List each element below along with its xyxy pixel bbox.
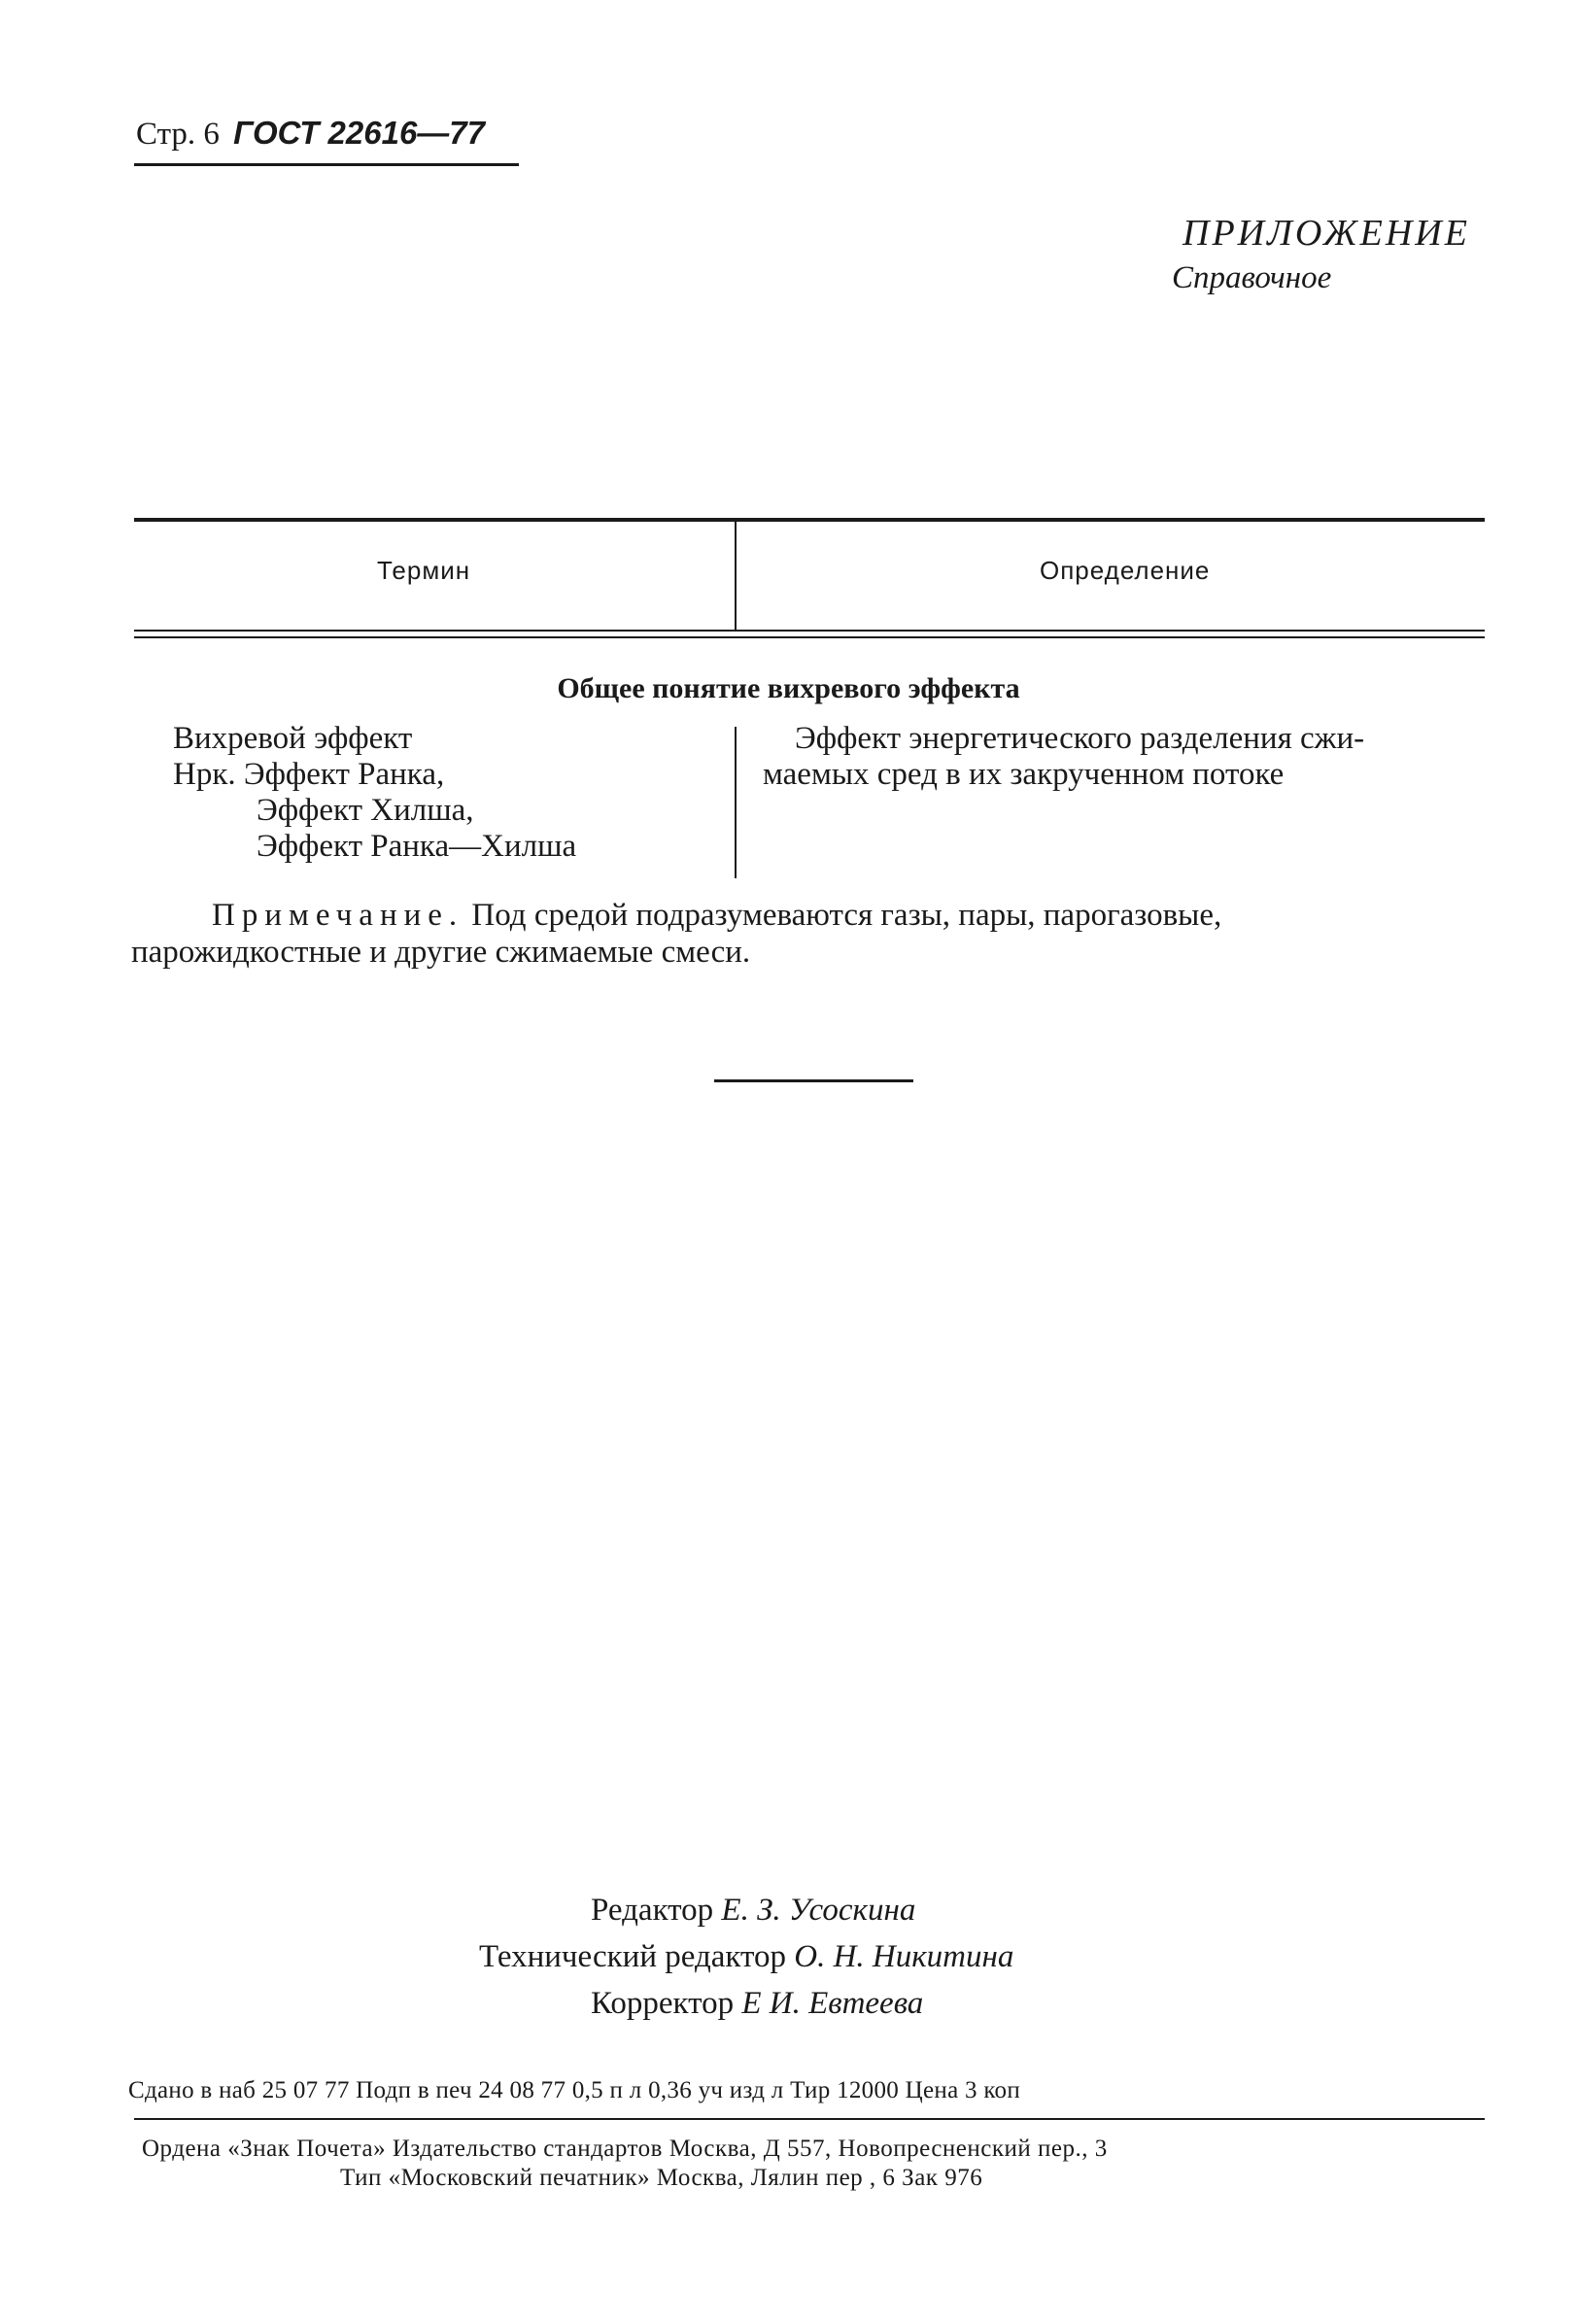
term-line: Вихревой эффект xyxy=(173,721,413,756)
corrector-name: Е И. Евтеева xyxy=(741,1986,924,2021)
note-text-2: парожидкостные и другие сжимаемые смеси. xyxy=(131,935,751,970)
column-header-term: Термин xyxy=(377,556,471,585)
tech-editor-name: О. Н. Никитина xyxy=(794,1939,1014,1974)
definition-line: маемых сред в их закрученном потоке xyxy=(763,757,1285,792)
column-header-definition: Определение xyxy=(1040,556,1211,585)
end-rule xyxy=(714,1079,913,1082)
table-top-rule xyxy=(134,518,1485,522)
standard-number: ГОСТ 22616—77 xyxy=(233,115,486,151)
corrector-role: Корректор xyxy=(591,1986,735,2021)
imprint-line-3: Тип «Московский печатник» Москва, Лялин пер , 6 Зак 976 xyxy=(340,2165,983,2191)
term-line: Эффект Хилша, xyxy=(257,793,474,828)
table-header-rule-2 xyxy=(134,636,1485,638)
table-header-rule xyxy=(134,630,1485,632)
page-header xyxy=(136,115,485,153)
note-text-1: Под средой подразумеваются газы, пары, парогазовые, xyxy=(471,898,1222,933)
page-label: Стр. 6 xyxy=(136,117,220,152)
body-column-divider xyxy=(735,727,737,878)
tech-editor-role: Технический редактор xyxy=(479,1939,786,1974)
appendix-title: ПРИЛОЖЕНИЕ xyxy=(1183,213,1470,254)
imprint-rule xyxy=(134,2118,1485,2120)
appendix-subtitle: Справочное xyxy=(1172,260,1332,295)
header-underline xyxy=(134,163,519,166)
imprint-line-2: Ордена «Знак Почета» Издательство стандартов Москва, Д 557, Новопресненский пер., 3 xyxy=(142,2136,1108,2162)
credit-tech-editor xyxy=(479,1939,1013,1975)
section-title: Общее понятие вихревого эффекта xyxy=(557,672,1020,704)
table-column-divider xyxy=(735,522,737,631)
credit-editor xyxy=(591,1893,915,1929)
term-line: Эффект Ранка—Хилша xyxy=(257,829,577,864)
editor-name: Е. З. Усоскина xyxy=(721,1893,916,1928)
imprint-line-1: Сдано в наб 25 07 77 Подп в печ 24 08 77 0,5 п л 0,36 уч изд л Тир 12000 Цена 3 коп xyxy=(128,2077,1021,2103)
definition-line: Эффект энергетического разделения сжи- xyxy=(795,721,1365,756)
note-label: Примечание. xyxy=(212,898,464,933)
term-line: Нрк. Эффект Ранка, xyxy=(173,757,445,792)
note-line-1 xyxy=(212,897,1221,934)
credit-corrector xyxy=(591,1986,923,2022)
editor-role: Редактор xyxy=(591,1893,714,1928)
